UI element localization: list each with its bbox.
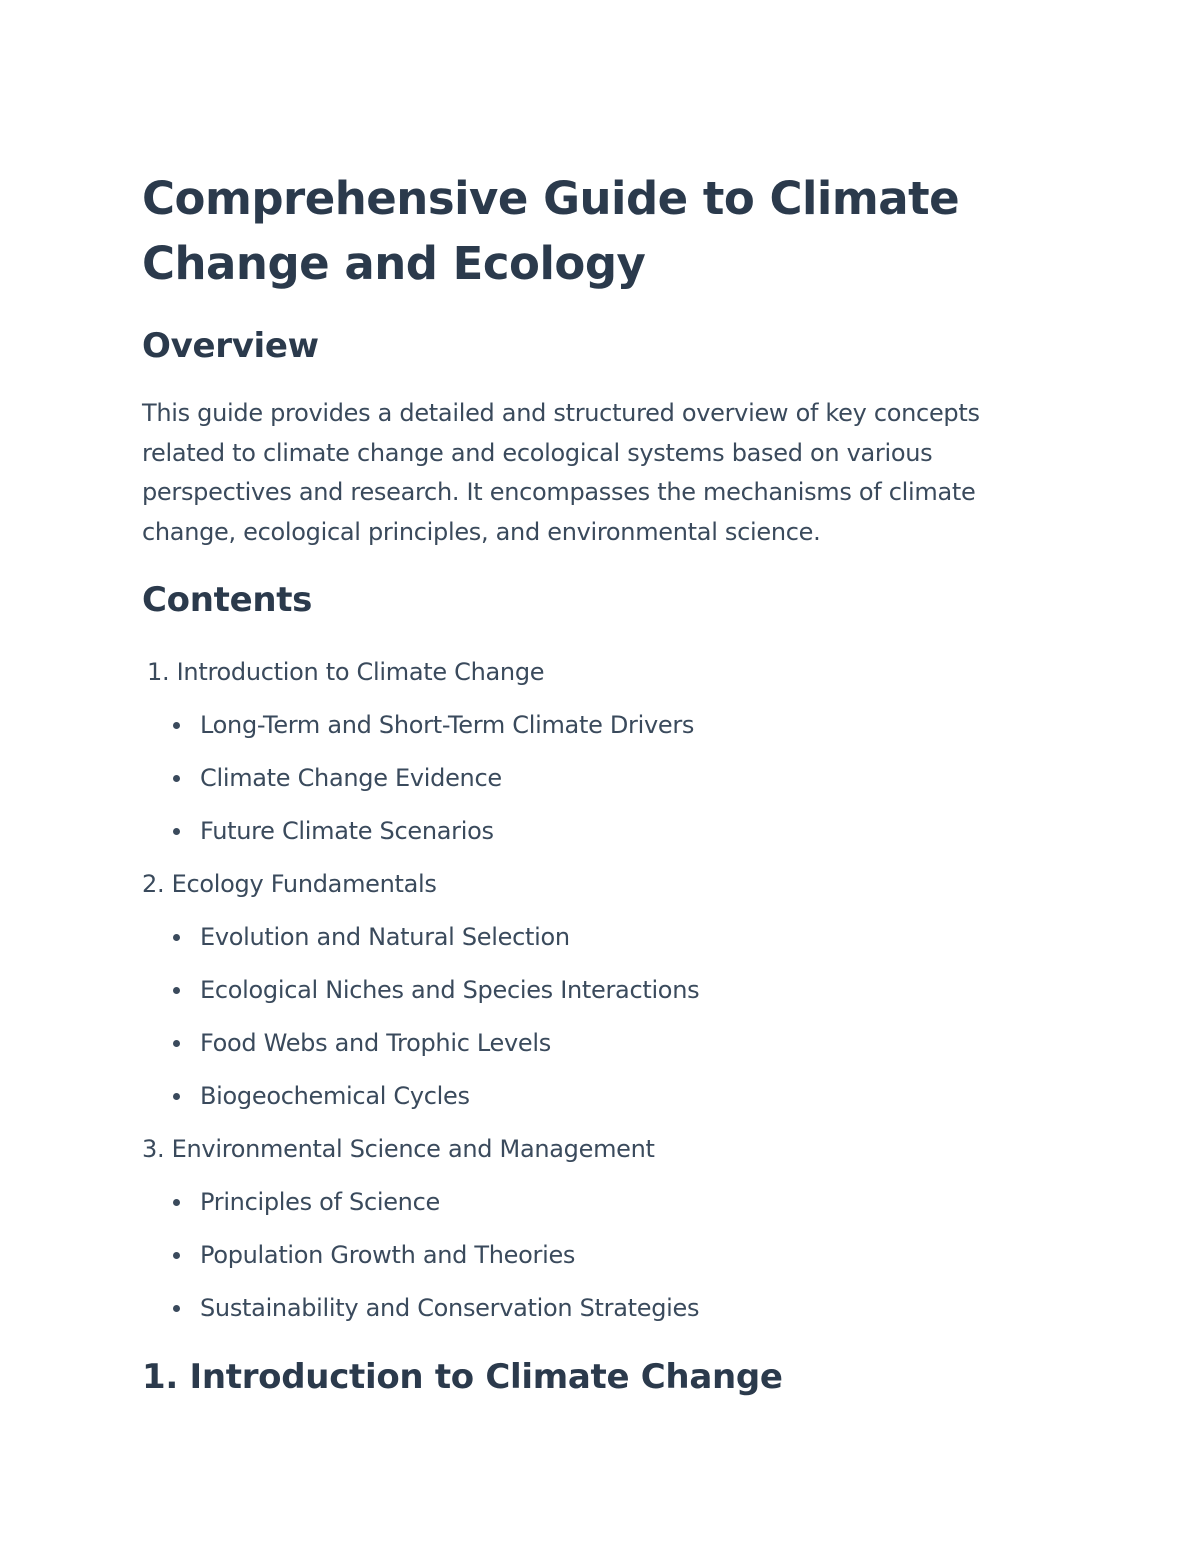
bullet-icon <box>173 828 180 835</box>
overview-paragraph: This guide provides a detailed and structured overview of key concepts related to climate change and ecological systems based on various perspectives and research. It encompasses the mechanisms of climate change, ecological principles, and environmental science. <box>142 399 980 546</box>
toc-item-label: Biogeochemical Cycles <box>200 1082 470 1110</box>
toc-item <box>142 1229 1042 1282</box>
toc-item <box>142 1176 1042 1229</box>
document-title: Comprehensive Guide to Climate Change and Ecology <box>142 172 960 290</box>
toc-section-label: Introduction to Climate Change <box>176 658 545 686</box>
bullet-icon <box>173 1199 180 1206</box>
bullet-icon <box>173 722 180 729</box>
toc-section-number: 1. <box>147 658 170 686</box>
toc-item <box>142 1017 1042 1070</box>
toc-section-1 <box>142 646 1042 699</box>
toc-item-label: Future Climate Scenarios <box>200 817 494 845</box>
toc-item <box>142 805 1042 858</box>
toc-item-label: Population Growth and Theories <box>200 1241 576 1269</box>
bullet-icon <box>173 1040 180 1047</box>
bullet-icon <box>173 1252 180 1259</box>
overview-heading: Overview <box>142 326 319 366</box>
toc-section-3 <box>142 1123 1042 1176</box>
toc-section-number: 3. <box>142 1135 165 1163</box>
table-of-contents <box>142 646 1042 1335</box>
toc-item <box>142 1282 1042 1335</box>
toc-item-label: Climate Change Evidence <box>200 764 502 792</box>
toc-section-label: Environmental Science and Management <box>171 1135 655 1163</box>
toc-item <box>142 699 1042 752</box>
toc-item-label: Food Webs and Trophic Levels <box>200 1029 551 1057</box>
toc-section-2 <box>142 858 1042 911</box>
bullet-icon <box>173 775 180 782</box>
toc-item <box>142 1070 1042 1123</box>
toc-item-label: Ecological Niches and Species Interactions <box>200 976 700 1004</box>
toc-item <box>142 911 1042 964</box>
toc-section-label: Ecology Fundamentals <box>171 870 437 898</box>
section-heading: 1. Introduction to Climate Change <box>142 1357 783 1397</box>
toc-item-label: Long-Term and Short-Term Climate Drivers <box>200 711 695 739</box>
bullet-icon <box>173 934 180 941</box>
toc-section-number: 2. <box>142 870 165 898</box>
bullet-icon <box>173 987 180 994</box>
toc-item-label: Sustainability and Conservation Strategies <box>200 1294 700 1322</box>
toc-item <box>142 752 1042 805</box>
document-page <box>142 166 1042 1399</box>
toc-item-label: Evolution and Natural Selection <box>200 923 570 951</box>
bullet-icon <box>173 1305 180 1312</box>
toc-item-label: Principles of Science <box>200 1188 440 1216</box>
contents-heading: Contents <box>142 580 313 620</box>
toc-item <box>142 964 1042 1017</box>
bullet-icon <box>173 1093 180 1100</box>
